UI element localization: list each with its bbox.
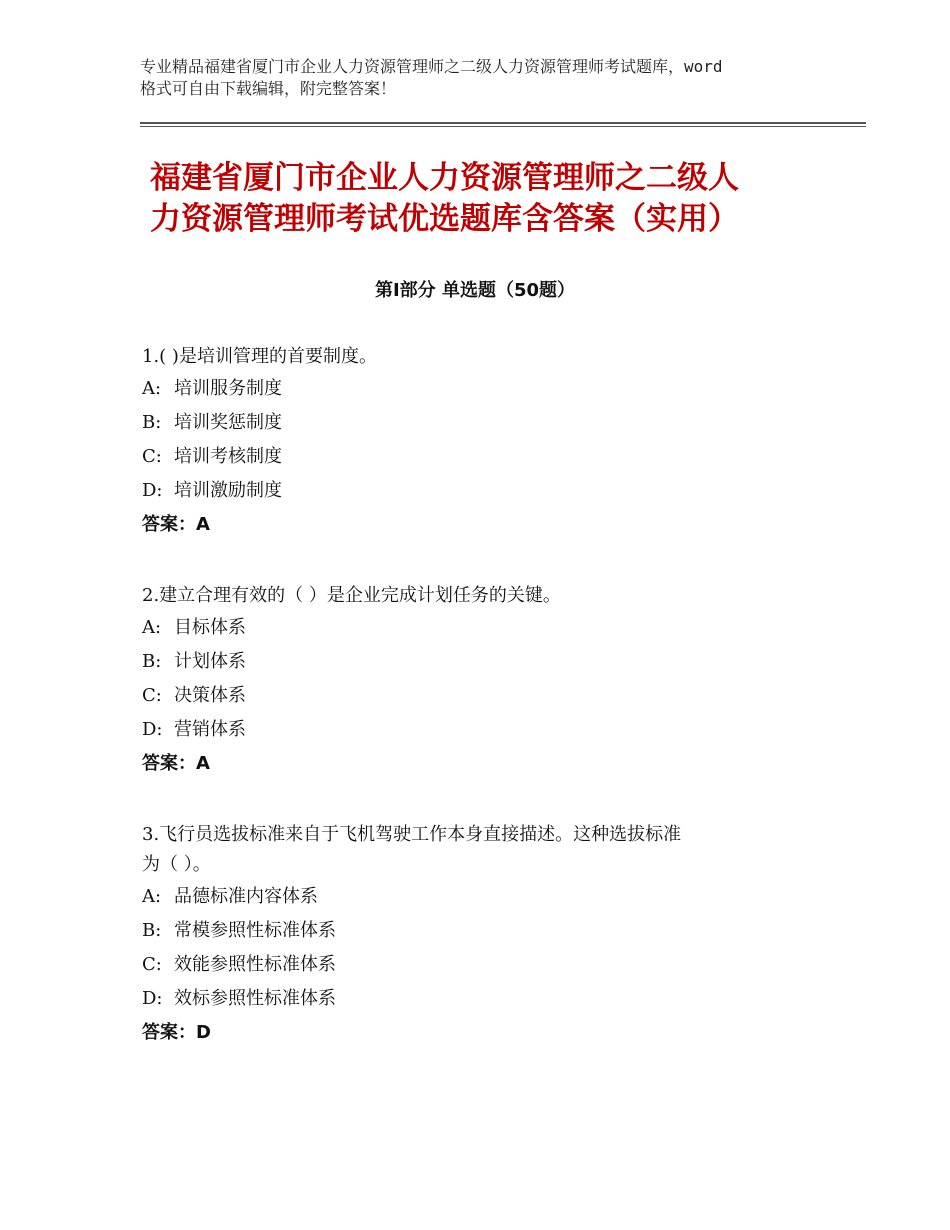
question-3 xyxy=(142,820,822,1050)
option-key: A: xyxy=(142,617,162,638)
option-key: A: xyxy=(142,886,162,907)
option-text: 决策体系 xyxy=(174,685,246,706)
option-c xyxy=(142,948,822,982)
question-stem-line-1: 3.飞行员选拔标准来自于飞机驾驶工作本身直接描述。这种选拔标准 xyxy=(142,824,682,845)
option-text: 培训服务制度 xyxy=(174,378,282,399)
document-title xyxy=(150,158,830,240)
option-text: 常模参照性标准体系 xyxy=(174,920,336,941)
option-a xyxy=(142,880,822,914)
option-key: D: xyxy=(142,719,163,740)
option-key: C: xyxy=(142,446,162,467)
question-stem-line-1: 2.建立合理有效的（ ）是企业完成计划任务的关键。 xyxy=(142,585,561,606)
option-key: C: xyxy=(142,685,162,706)
title-line-2: 力资源管理师考试优选题库含答案（实用） xyxy=(150,201,739,237)
option-text: 目标体系 xyxy=(174,617,246,638)
option-key: A: xyxy=(142,378,162,399)
option-c xyxy=(142,679,822,713)
option-d xyxy=(142,713,822,747)
answer-line: 答案：D xyxy=(142,1022,211,1043)
option-key: B: xyxy=(142,920,162,941)
option-text: 培训激励制度 xyxy=(174,480,282,501)
option-b xyxy=(142,406,822,440)
header-divider-thin xyxy=(140,126,866,127)
option-b xyxy=(142,645,822,679)
option-text: 培训考核制度 xyxy=(174,446,282,467)
option-d xyxy=(142,982,822,1016)
option-key: B: xyxy=(142,412,162,433)
question-1 xyxy=(142,342,822,542)
question-stem xyxy=(142,581,822,611)
option-text: 营销体系 xyxy=(174,719,246,740)
answer-line: 答案：A xyxy=(142,753,210,774)
header-note xyxy=(140,56,840,100)
option-key: D: xyxy=(142,480,163,501)
question-stem-line-2: 为（ ）。 xyxy=(142,854,211,875)
section-heading: 第Ⅰ部分 单选题（50题） xyxy=(374,280,575,301)
option-text: 培训奖惩制度 xyxy=(174,412,282,433)
option-key: D: xyxy=(142,988,163,1009)
option-text: 品德标准内容体系 xyxy=(174,886,318,907)
option-b xyxy=(142,914,822,948)
header-note-line-2: 格式可自由下载编辑，附完整答案！ xyxy=(140,79,397,98)
header-divider-thick xyxy=(140,122,866,124)
option-a xyxy=(142,611,822,645)
option-a xyxy=(142,372,822,406)
title-line-1: 福建省厦门市企业人力资源管理师之二级人 xyxy=(150,160,739,196)
option-text: 计划体系 xyxy=(174,651,246,672)
answer-line: 答案：A xyxy=(142,514,210,535)
option-text: 效能参照性标准体系 xyxy=(174,954,336,975)
option-key: B: xyxy=(142,651,162,672)
option-key: C: xyxy=(142,954,162,975)
option-d xyxy=(142,474,822,508)
option-text: 效标参照性标准体系 xyxy=(174,988,336,1009)
question-2 xyxy=(142,581,822,781)
question-stem xyxy=(142,820,822,880)
header-note-line-1: 专业精品福建省厦门市企业人力资源管理师之二级人力资源管理师考试题库，word xyxy=(140,57,723,76)
question-stem-line-1: 1.( )是培训管理的首要制度。 xyxy=(142,346,377,367)
question-stem xyxy=(142,342,822,372)
option-c xyxy=(142,440,822,474)
